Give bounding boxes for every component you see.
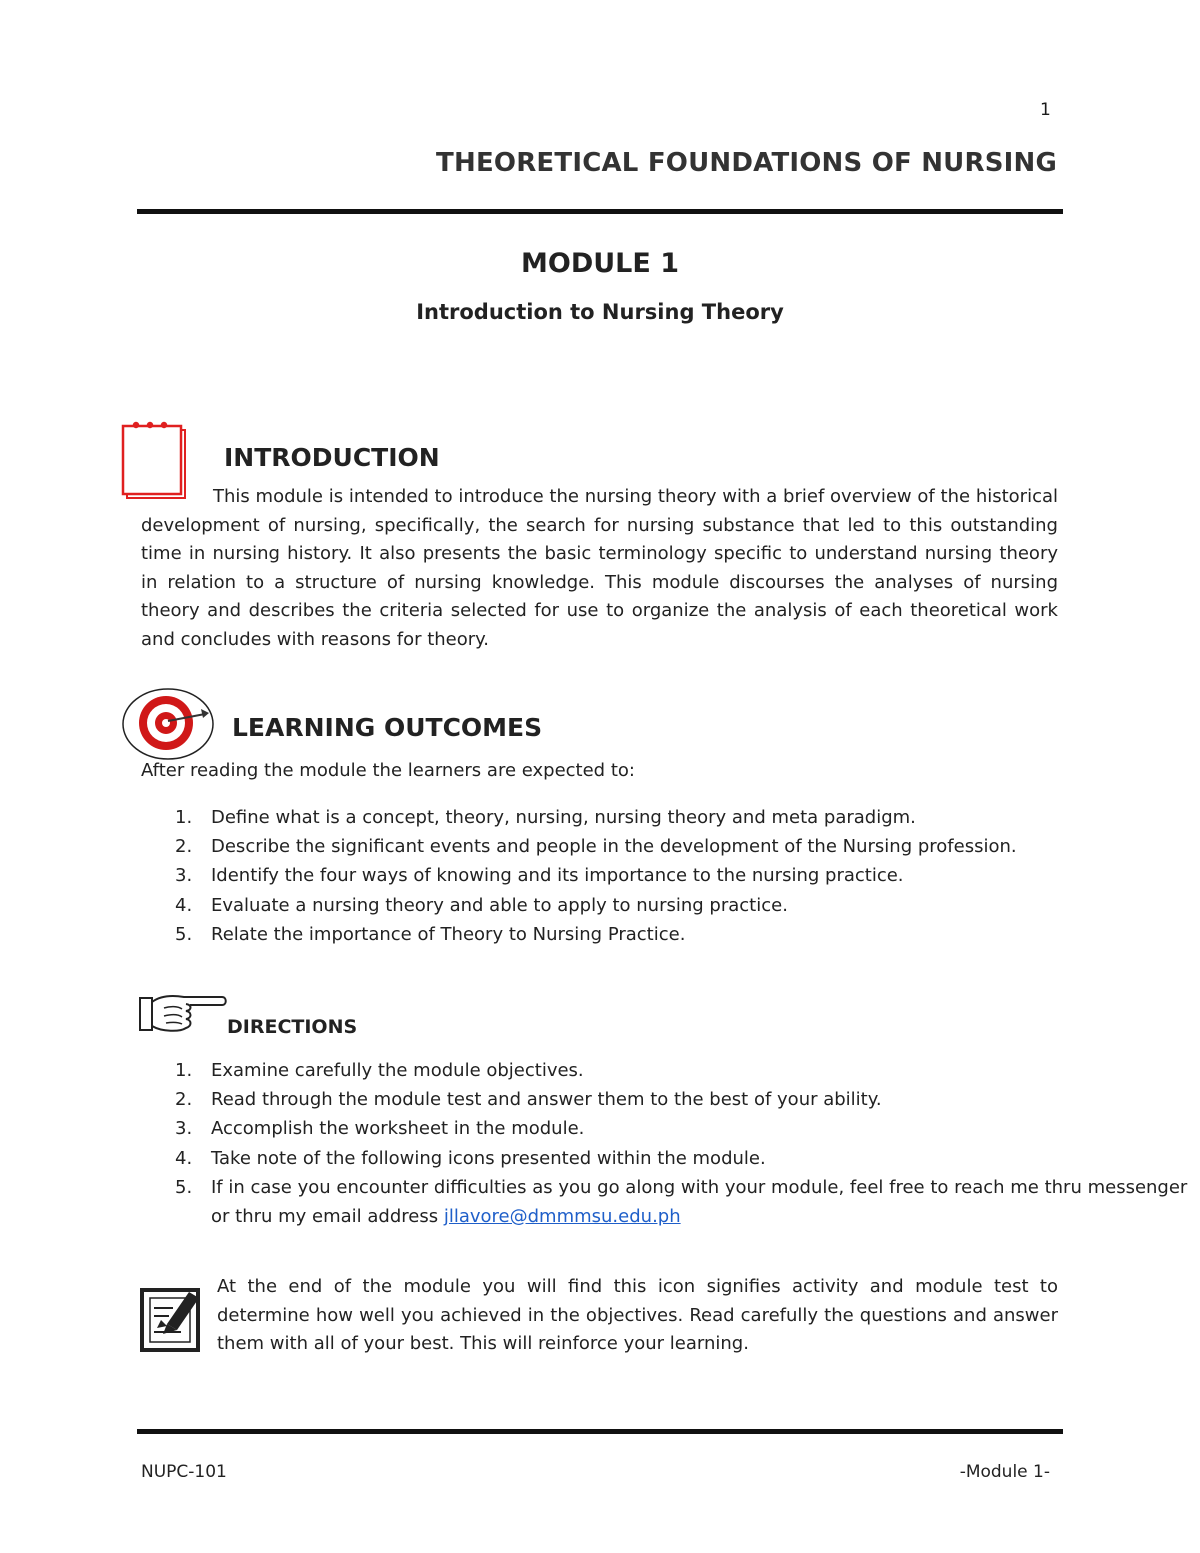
list-item-text: Take note of the following icons presented within the module. bbox=[211, 1147, 766, 1169]
header-divider bbox=[137, 209, 1063, 214]
introduction-heading: INTRODUCTION bbox=[224, 443, 440, 472]
learning-outcomes-list bbox=[141, 803, 1017, 949]
list-item-number: 4. bbox=[175, 894, 193, 916]
footer-course-code: NUPC-101 bbox=[141, 1462, 227, 1482]
list-item-number: 3. bbox=[175, 865, 193, 887]
learning-outcome-item bbox=[141, 861, 1017, 890]
direction-item bbox=[141, 1056, 1200, 1085]
list-item-number: 4. bbox=[175, 1147, 193, 1169]
learning-outcome-item bbox=[141, 832, 1017, 861]
list-item-number: 1. bbox=[175, 1060, 193, 1081]
email-link[interactable]: jllavore@dmmmsu.edu.ph bbox=[443, 1206, 681, 1228]
list-item-number: 3. bbox=[175, 1118, 193, 1140]
learning-outcome-item bbox=[141, 803, 1017, 832]
list-item-number: 2. bbox=[175, 1089, 193, 1111]
directions-list bbox=[141, 1056, 1200, 1231]
learning-outcome-item bbox=[141, 920, 1017, 949]
activity-note-text: At the end of the module you will find this icon signifies activity and module test to determine how well you achieved in the objectives. Read carefully the questions and answer them with all of your best. This will reinforce your learning. bbox=[217, 1276, 1058, 1355]
list-item-number: 2. bbox=[175, 836, 193, 858]
footer-module-label: -Module 1- bbox=[959, 1462, 1050, 1482]
list-item-number: 5. bbox=[175, 923, 193, 945]
direction-item bbox=[141, 1114, 1200, 1143]
module-title: MODULE 1 bbox=[521, 248, 679, 279]
learning-outcome-item bbox=[141, 891, 1017, 920]
list-item-text: If in case you encounter difficulties as you go along with your module, feel free to reach me thru messenger or thru my email address bbox=[211, 1176, 1188, 1228]
list-item-text: Identify the four ways of knowing and its importance to the nursing practice. bbox=[211, 865, 904, 887]
learning-outcomes-lead: After reading the module the learners are expected to: bbox=[141, 760, 635, 781]
list-item-number: 1. bbox=[175, 807, 193, 828]
learning-outcomes-heading: LEARNING OUTCOMES bbox=[232, 713, 543, 742]
list-item-text: Accomplish the worksheet in the module. bbox=[211, 1118, 585, 1140]
page-number: 1 bbox=[1040, 100, 1051, 120]
list-item-text: Examine carefully the module objectives. bbox=[211, 1060, 584, 1081]
list-item-text: Describe the significant events and people in the development of the Nursing profession. bbox=[211, 836, 1017, 858]
pointing-hand-icon bbox=[134, 990, 230, 1040]
directions-heading: DIRECTIONS bbox=[227, 1016, 358, 1038]
list-item-text: Relate the importance of Theory to Nursing Practice. bbox=[211, 923, 686, 945]
direction-item bbox=[141, 1085, 1200, 1114]
list-item-number: 5. bbox=[175, 1176, 193, 1198]
footer-divider bbox=[137, 1429, 1063, 1434]
module-subtitle: Introduction to Nursing Theory bbox=[416, 300, 784, 324]
target-icon bbox=[121, 687, 217, 765]
course-title: THEORETICAL FOUNDATIONS OF NURSING bbox=[436, 148, 1057, 178]
pencil-paper-icon bbox=[139, 1284, 203, 1358]
direction-item bbox=[141, 1173, 1200, 1231]
list-item-text: Define what is a concept, theory, nursing, nursing theory and meta paradigm. bbox=[211, 807, 916, 828]
introduction-body: This module is intended to introduce the nursing theory with a brief overview of the historical development of nursing, specifically, the search for nursing substance that led to this outstanding time in nursing history. It also presents the basic terminology specific to understand nursing theory in relation to a structure of nursing knowledge. This module discourses the analyses of nursing theory and describes the criteria selected for use to organize the analysis of each theoretical work and concludes with reasons for theory. bbox=[141, 486, 1058, 650]
list-item-text: Evaluate a nursing theory and able to apply to nursing practice. bbox=[211, 894, 788, 916]
direction-item bbox=[141, 1144, 1200, 1173]
list-item-text: Read through the module test and answer them to the best of your ability. bbox=[211, 1089, 882, 1111]
